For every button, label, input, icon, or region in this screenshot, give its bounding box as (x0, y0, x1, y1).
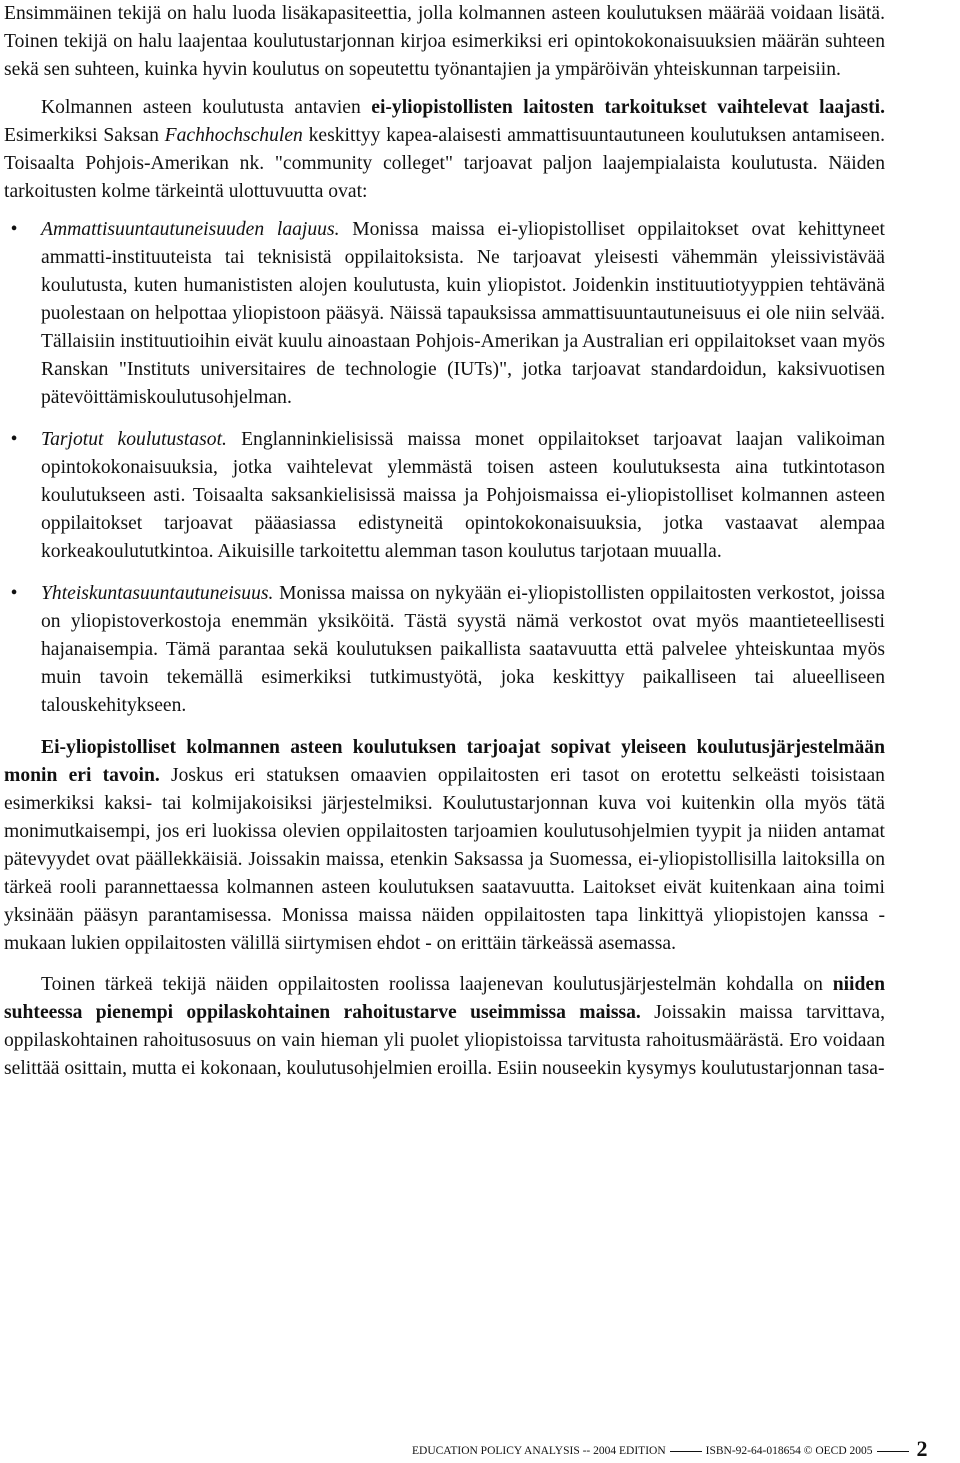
footer-dash (670, 1451, 702, 1452)
paragraph-3-text: Joskus eri statuksen omaavien oppilaitosten eri tasot on erotettu selkeästi toisistaan esimerkiksi kaksi- tai kolmijakoisiksi järjestelmiksi. Koulutustarjonnan kuva voi kuitenkin olla myös tätä monimutkaisempi, jos eri luokissa olevien oppilaitosten tarjoamien koulutusohjelmien tyypit ja niiden antamat pätevyydet ovat päällekkäisiä. Joissakin maissa, etenkin Saksassa ja Suomessa, ei-yliopistollisilla laitoksilla on tärkeä rooli parannettaessa kolmannen asteen koulutuksen saatavuutta. Laitokset eivät kuitenkaan aina toimi yksinään pääsyn parantamisessa. Monissa maissa näiden oppilaitosten tapa linkittyä yliopistojen kanssa - mukaan lukien oppilaitosten välillä siirtymisen ehdot - on erittäin tärkeässä asemassa. (4, 765, 885, 954)
list-item (4, 216, 885, 412)
list-item (4, 580, 885, 720)
page-number: 2 (916, 1436, 928, 1461)
paragraph-2-italic: Fachhochschulen (164, 125, 303, 146)
paragraph-4-text: Joissakin maissa tarvittava, oppilaskohtainen rahoitusosuus on vain hieman yli puolet yliopistoissa tarvitusta rahoitusmäärästä. Ero voidaan selittää osittain, mutta ei kokonaan, koulutusohjelmien eroilla. Esiin nouseekin kysymys koulutustarjonnan tasa- (4, 1002, 885, 1079)
footer-publication: EDUCATION POLICY ANALYSIS -- 2004 EDITION (412, 1445, 666, 1457)
list-item-text: Monissa maissa ei-yliopistolliset oppilaitokset ovat kehittyneet ammatti-instituuteista tai teknisistä oppilaitoksista. Ne tarjoavat yleisesti vähemmän yleissivistävää koulutusta, kuten humanististen alojen koulutusta, kuin yliopistot. Joidenkin instituutiotyyppien tehtävänä puolestaan on helpottaa yliopistoon pääsyä. Näissä tapauksissa ammattisuuntautuneisuus ei ole niin selvää. Tällaisiin instituutioihin eivät kuulu ainoastaan Pohjois-Amerikan ja Australian eri oppilaitokset vaan myös Ranskan "Instituts universitaires de technologie (IUTs)", jotka tarjoavat standardoidun, kaksivuotisen pätevöittämiskoulutusohjelman. (41, 219, 886, 408)
list-item-text: Monissa maissa on nykyään ei-yliopistollisten oppilaitosten verkostot, joissa on yliopistoverkostoja enemmän yksiköitä. Tästä syystä nämä verkostot ovat myös maantieteellisesti hajanaisempia. Tämä parantaa sekä koulutuksen paikallista saatavuutta että palvelee yhteiskuntaa myös muin tavoin tekemällä esimerkiksi tutkimustyötä, joka keskittyy paikalliseen tai alueelliseen talouskehitykseen. (41, 583, 885, 716)
list-item (4, 426, 885, 566)
list-item-title: Ammattisuuntautuneisuuden laajuus. (41, 219, 340, 240)
list-item-text: Englanninkielisissä maissa monet oppilaitokset tarjoavat laajan valikoiman opintokokonaisuuksia, jotka vaihtelevat ylemmästä toisen asteen koulutuksesta aina tutkintotason koulutukseen asti. Toisaalta saksankielisissä maissa ja Pohjoismaissa ei-yliopistolliset kolmannen asteen oppilaitokset tarjoavat pääasiassa edistyneitä opintokokonaisuuksia, jotka vastaavat alempaa korkeakoulututkintoa. Aikuisille tarkoitettu alemman tason koulutus tarjotaan muualla. (41, 429, 886, 562)
bullet-icon: • (10, 219, 18, 240)
paragraph-1-text: Ensimmäinen tekijä on halu luoda lisäkapasiteettia, jolla kolmannen asteen koulutuksen määrää voidaan lisätä. Toinen tekijä on halu laajentaa koulutustarjonnan kirjoa esimerkiksi eri opintokokonaisuuksien määrän suhteen sekä sen suhteen, kuinka hyvin koulutus on sopeutettu työnantajien ja ympäröivän yhteiskunnan tarpeisiin. (4, 3, 885, 80)
paragraph-2-bold: ei-yliopistollisten laitosten tarkoitukset vaihtelevat laajasti. (371, 97, 885, 118)
list-item-title: Yhteiskuntasuuntautuneisuus. (41, 583, 274, 604)
paragraph-4-bold: niiden suhteessa pienempi oppilaskohtainen rahoitustarve useimmissa maissa. (4, 974, 885, 1023)
paragraph-2-lead: Kolmannen asteen koulutusta antavien (41, 97, 361, 118)
list-item-title: Tarjotut koulutustasot. (41, 429, 227, 450)
paragraph-2 (4, 94, 885, 206)
document-page (4, 0, 885, 1083)
paragraph-2-rest: keskittyy kapea-alaisesti ammattisuuntautuneen koulutuksen antamiseen. Toisaalta Pohjois-Amerikan nk. "community colleget" tarjoavat paljon laajempialaista koulutusta. Näiden tarkoitusten kolme tärkeintä ulottuvuutta ovat: (4, 125, 886, 202)
paragraph-3-bold: Ei-yliopistolliset kolmannen asteen koulutuksen tarjoajat sopivat yleiseen koulutusjärjestelmään monin eri tavoin. (4, 737, 885, 786)
paragraph-2-mid: Esimerkiksi Saksan (4, 125, 159, 146)
footer-copyright: © OECD 2005 (803, 1445, 873, 1457)
bullet-icon: • (10, 429, 18, 450)
bullet-icon: • (10, 583, 18, 604)
paragraph-4-lead: Toinen tärkeä tekijä näiden oppilaitosten roolissa laajenevan koulutusjärjestelmän kohdalla on (41, 974, 823, 995)
page-footer (412, 1438, 960, 1460)
paragraph-1 (4, 0, 885, 84)
dimensions-list (4, 216, 885, 720)
footer-isbn: ISBN-92-64-018654 (705, 1445, 801, 1457)
footer-dash (877, 1451, 909, 1452)
paragraph-4 (4, 971, 885, 1083)
paragraph-3 (4, 734, 885, 958)
